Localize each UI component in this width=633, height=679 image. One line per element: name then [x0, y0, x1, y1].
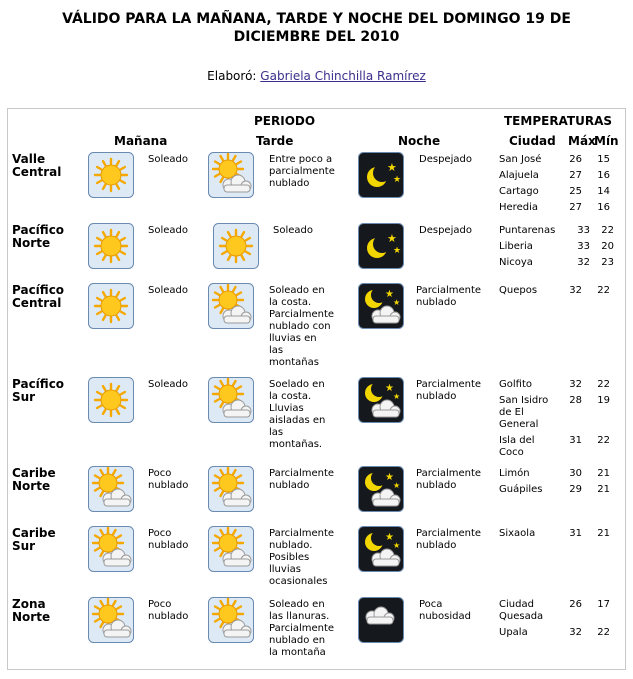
city-name: Quepos	[499, 285, 538, 296]
city-max: 26	[569, 599, 582, 610]
city-name: San José	[499, 154, 542, 165]
noche-header: Noche	[398, 134, 441, 148]
manana-text: Soleado	[148, 225, 188, 236]
manana-header: Mañana	[114, 134, 168, 148]
sun-cloud-icon	[208, 283, 254, 329]
city-min: 23	[601, 257, 614, 268]
sun-icon	[88, 223, 134, 269]
ciudad-header: Ciudad	[509, 134, 556, 148]
city-max: 33	[577, 225, 590, 236]
max-header: Máx	[568, 134, 596, 148]
temperaturas-header: TEMPERATURAS	[504, 114, 613, 128]
city-name: Heredia	[499, 202, 538, 213]
page-title	[0, 10, 633, 46]
city-min: 22	[597, 627, 610, 638]
svg-text:★: ★	[393, 298, 401, 307]
city-max: 25	[569, 186, 582, 197]
moon-cloud-icon	[358, 283, 404, 329]
city-name: San Isidro de El General	[499, 395, 549, 430]
city-name: Alajuela	[499, 170, 539, 181]
city-max: 32	[569, 285, 582, 296]
manana-text: Soleado	[148, 285, 188, 296]
city-max: 33	[577, 241, 590, 252]
svg-text:★: ★	[393, 175, 402, 185]
city-min: 16	[597, 170, 610, 181]
tarde-text: Entre poco a parcialmente nublado	[269, 154, 335, 189]
noche-text: Parcialmente nublado	[416, 528, 482, 551]
noche-text: Parcialmente nublado	[416, 379, 482, 402]
city-name: Liberia	[499, 241, 533, 252]
tarde-text: Parcialmente nublado. Posibles lluvias ocasionales	[269, 528, 335, 587]
tarde-text: Parcialmente nublado	[269, 468, 335, 491]
city-min: 22	[601, 225, 614, 236]
moon-cloud-icon	[358, 377, 404, 423]
title-line-2: DICIEMBRE DEL 2010	[233, 29, 400, 45]
noche-text: Parcialmente nublado	[416, 468, 482, 491]
manana-text: Soleado	[148, 379, 188, 390]
manana-text: Poco nublado	[148, 599, 189, 622]
region-name: Caribe Sur	[12, 526, 56, 553]
author-label: Elaboró:	[207, 69, 257, 83]
moon-cloud-icon	[358, 526, 404, 572]
sun-cloud-icon	[208, 526, 254, 572]
svg-text:★: ★	[393, 246, 402, 256]
manana-text: Poco nublado	[148, 468, 189, 491]
city-name: Puntarenas	[499, 225, 556, 236]
svg-text:★: ★	[393, 481, 401, 490]
region-name: Valle Central	[12, 152, 62, 179]
city-max: 26	[569, 154, 582, 165]
sun-icon	[88, 152, 134, 198]
region-name: Pacífico Sur	[12, 377, 65, 404]
city-name: Sixaola	[499, 528, 536, 539]
manana-text: Poco nublado	[148, 528, 189, 551]
city-max: 31	[569, 528, 582, 539]
city-name: Nicoya	[499, 257, 533, 268]
city-name: Isla del Coco	[499, 435, 535, 458]
svg-text:★: ★	[385, 532, 394, 543]
night-cloud-icon	[358, 597, 404, 643]
sun-cloud-icon	[88, 526, 134, 572]
sun-icon	[88, 377, 134, 423]
region-name: Caribe Norte	[12, 466, 56, 493]
svg-text:★: ★	[393, 392, 401, 401]
noche-text: Parcialmente nublado	[416, 285, 482, 308]
city-min: 21	[597, 484, 610, 495]
city-name: Guápiles	[499, 484, 543, 495]
city-max: 32	[577, 257, 590, 268]
city-max: 31	[569, 435, 582, 446]
forecast-table	[7, 108, 626, 670]
city-min: 15	[597, 154, 610, 165]
city-max: 32	[569, 379, 582, 390]
city-name: Ciudad Quesada	[499, 599, 544, 622]
svg-text:★: ★	[387, 161, 397, 174]
tarde-text: Soleado en las llanuras. Parcialmente nublado en la montaña	[269, 599, 335, 658]
svg-text:★: ★	[385, 472, 394, 483]
city-name: Upala	[499, 627, 528, 638]
sun-cloud-icon	[208, 597, 254, 643]
svg-text:★: ★	[387, 232, 397, 245]
moon-cloud-icon	[358, 466, 404, 512]
city-min: 21	[597, 528, 610, 539]
city-min: 19	[597, 395, 610, 406]
min-header: Mín	[594, 134, 619, 148]
manana-text: Soleado	[148, 154, 188, 165]
svg-text:★: ★	[393, 541, 401, 550]
author-line	[0, 69, 633, 83]
tarde-header: Tarde	[256, 134, 294, 148]
moon-stars-icon	[358, 152, 404, 198]
city-min: 22	[597, 435, 610, 446]
sun-icon	[213, 223, 259, 269]
sun-cloud-icon	[88, 466, 134, 512]
city-max: 30	[569, 468, 582, 479]
city-name: Cartago	[499, 186, 539, 197]
sun-cloud-icon	[208, 377, 254, 423]
noche-text: Despejado	[419, 225, 472, 236]
city-max: 29	[569, 484, 582, 495]
sun-cloud-icon	[88, 597, 134, 643]
region-name: Zona Norte	[12, 597, 51, 624]
city-min: 20	[601, 241, 614, 252]
title-line-1: VÁLIDO PARA LA MAÑANA, TARDE Y NOCHE DEL DOMINGO 19 DE	[62, 11, 571, 27]
sun-icon	[88, 283, 134, 329]
svg-text:★: ★	[385, 289, 394, 300]
author-link[interactable]: Gabriela Chinchilla Ramírez	[260, 69, 426, 83]
svg-text:★: ★	[385, 383, 394, 394]
moon-stars-icon	[358, 223, 404, 269]
city-name: Golfito	[499, 379, 532, 390]
city-max: 27	[569, 170, 582, 181]
tarde-text: Soleado en la costa. Parcialmente nublado con lluvias en las montañas	[269, 285, 335, 368]
city-max: 27	[569, 202, 582, 213]
city-min: 21	[597, 468, 610, 479]
noche-text: Poca nubosidad	[419, 599, 471, 622]
city-name: Limón	[499, 468, 530, 479]
city-max: 32	[569, 627, 582, 638]
tarde-text: Soelado en la costa. Lluvias aisladas en las montañas.	[269, 379, 326, 450]
city-max: 28	[569, 395, 582, 406]
region-name: Pacífico Norte	[12, 223, 65, 250]
sun-cloud-icon	[208, 466, 254, 512]
region-name: Pacífico Central	[12, 283, 65, 310]
city-min: 16	[597, 202, 610, 213]
periodo-header: PERIODO	[254, 114, 316, 128]
city-min: 17	[597, 599, 610, 610]
sun-cloud-icon	[208, 152, 254, 198]
noche-text: Despejado	[419, 154, 472, 165]
tarde-text: Soleado	[273, 225, 313, 236]
city-min: 14	[597, 186, 610, 197]
city-min: 22	[597, 285, 610, 296]
city-min: 22	[597, 379, 610, 390]
